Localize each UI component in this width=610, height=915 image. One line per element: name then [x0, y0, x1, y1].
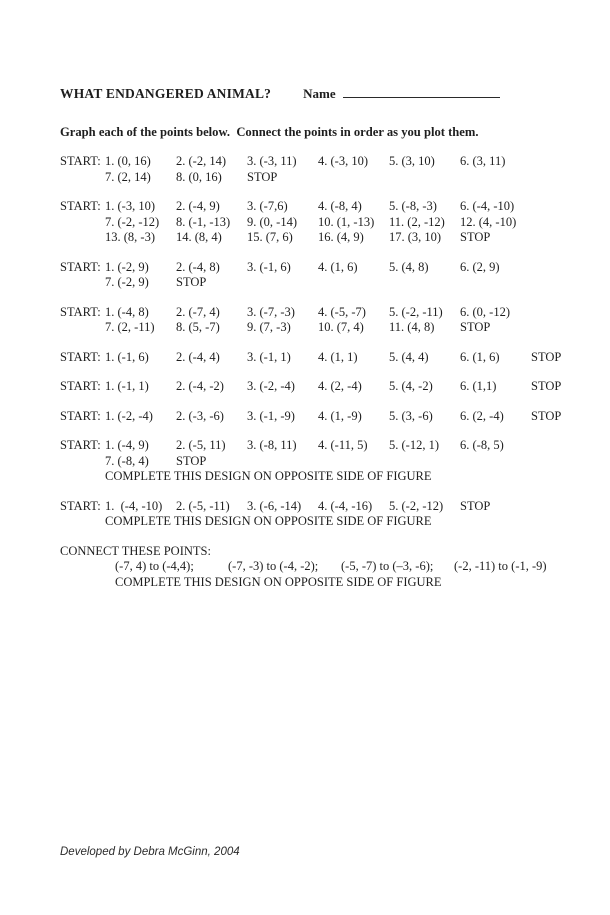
point-line: [105, 170, 565, 186]
point-line: [105, 409, 565, 425]
section-body: [105, 199, 565, 246]
point-item: 3. (-7,6): [247, 199, 288, 213]
point-item: 1. (-4, 8): [105, 304, 149, 319]
point-item: (-7, 4) to (-4,4);: [115, 559, 194, 573]
point-item: 4. (-11, 5): [318, 438, 368, 452]
section-body: [105, 305, 565, 336]
section-note: COMPLETE THIS DESIGN ON OPPOSITE SIDE OF FIGURE: [105, 514, 432, 528]
point-item: (-5, -7) to (–3, -6);: [341, 559, 434, 573]
point-line: [105, 260, 565, 276]
section-body: [105, 260, 565, 291]
point-item: 2. (-3, -6): [176, 408, 224, 423]
point-section: [60, 350, 565, 366]
section-body: [105, 379, 565, 395]
point-line: [105, 320, 565, 336]
point-item: 5. (4, -2): [389, 379, 433, 393]
point-item: 4. (-8, 4): [318, 199, 362, 213]
point-section: [60, 260, 565, 291]
point-item: 5. (3, -6): [389, 408, 433, 423]
point-item: 5. (-2, -12): [389, 498, 444, 513]
section-body: [105, 438, 565, 485]
point-item: 6. (3, 11): [460, 154, 506, 168]
point-item: 7. (-2, -12): [105, 214, 160, 229]
section-body: [105, 499, 565, 530]
point-item: 2. (-2, 14): [176, 154, 226, 168]
name-label: Name: [303, 86, 336, 101]
header: [60, 84, 565, 102]
point-line: [115, 559, 565, 575]
point-item: 1. (-3, 10): [105, 199, 155, 213]
point-item: 5. (4, 4): [389, 349, 429, 364]
point-section: [60, 379, 565, 395]
stop-marker: STOP: [460, 498, 491, 513]
stop-marker: STOP: [531, 349, 562, 364]
point-item: 3. (-3, 11): [247, 154, 297, 168]
point-item: 17. (3, 10): [389, 230, 442, 244]
stop-marker: STOP: [531, 379, 562, 393]
point-item: 10. (7, 4): [318, 320, 364, 334]
page-title: WHAT ENDANGERED ANIMAL?: [60, 86, 272, 101]
point-item: 6. (2, -4): [460, 408, 504, 423]
point-line: [105, 199, 565, 215]
point-item: 6. (1, 6): [460, 349, 500, 364]
point-item: 8. (-1, -13): [176, 214, 231, 229]
point-line: [105, 230, 565, 246]
point-section: [60, 499, 565, 530]
section-label: START:: [60, 408, 101, 423]
point-item: 16. (4, 9): [318, 230, 364, 244]
point-item: 2. (-4, 9): [176, 199, 220, 213]
stop-marker: STOP: [176, 453, 207, 468]
point-item: 5. (-12, 1): [389, 438, 439, 452]
point-item: 1. (-1, 1): [105, 379, 149, 393]
point-item: 1. (-4, -10): [105, 498, 163, 513]
stop-marker: STOP: [460, 230, 491, 244]
point-section: [60, 409, 565, 425]
point-line: [105, 438, 565, 454]
point-item: 6. (0, -12): [460, 304, 510, 319]
section-label: START:: [60, 259, 101, 274]
point-item: 5. (-8, -3): [389, 199, 437, 213]
point-item: 6. (1,1): [460, 379, 497, 393]
section-body: [115, 559, 565, 590]
point-item: 9. (0, -14): [247, 214, 297, 229]
point-item: 3. (-1, 1): [247, 349, 291, 364]
point-item: 12. (4, -10): [460, 214, 517, 229]
point-item: 4. (-4, -16): [318, 498, 373, 513]
point-item: 6. (-8, 5): [460, 438, 504, 452]
point-item: 2. (-5, 11): [176, 438, 226, 452]
section-label: CONNECT THESE POINTS:: [60, 543, 211, 558]
point-item: 7. (2, -11): [105, 320, 155, 334]
point-item: 10. (1, -13): [318, 214, 375, 229]
section-body: [105, 350, 565, 366]
point-item: 1. (0, 16): [105, 154, 151, 168]
point-item: 9. (7, -3): [247, 320, 291, 334]
section-body: [105, 154, 565, 185]
section-label: START:: [60, 304, 101, 319]
point-item: 5. (4, 8): [389, 259, 429, 274]
section-label: START:: [60, 438, 101, 452]
point-item: 4. (-5, -7): [318, 304, 366, 319]
sections: [60, 154, 565, 590]
point-item: 5. (3, 10): [389, 154, 435, 168]
point-item: 2. (-7, 4): [176, 304, 220, 319]
section-label: START:: [60, 154, 101, 168]
stop-marker: STOP: [247, 169, 278, 184]
point-line: [105, 305, 565, 321]
point-item: 3. (-2, -4): [247, 379, 295, 393]
point-item: 4. (2, -4): [318, 379, 362, 393]
point-item: 7. (-8, 4): [105, 453, 149, 468]
point-item: (-2, -11) to (-1, -9): [454, 559, 547, 573]
point-item: 1. (-2, -4): [105, 408, 153, 423]
section-label: START:: [60, 349, 101, 364]
point-line: [105, 454, 565, 470]
point-item: 11. (4, 8): [389, 320, 435, 334]
worksheet-content: [60, 84, 565, 590]
point-item: 14. (8, 4): [176, 230, 222, 244]
point-item: 2. (-5, -11): [176, 498, 230, 513]
point-line: [105, 275, 565, 291]
point-item: 2. (-4, 4): [176, 349, 220, 364]
point-section: [60, 544, 565, 591]
section-label: START:: [60, 379, 101, 393]
stop-marker: STOP: [531, 408, 562, 423]
point-item: 8. (0, 16): [176, 169, 222, 184]
point-item: 3. (-1, 6): [247, 259, 291, 274]
point-item: 1. (-1, 6): [105, 349, 149, 364]
instruction-text: Graph each of the points below. Connect the points in order as you plot them.: [60, 124, 479, 139]
point-item: 1. (-2, 9): [105, 259, 149, 274]
point-line: [105, 215, 565, 231]
name-field: [303, 84, 500, 102]
point-item: 6. (2, 9): [460, 259, 500, 274]
point-item: 7. (2, 14): [105, 169, 151, 184]
point-section: [60, 438, 565, 485]
point-line: [105, 154, 565, 170]
footer-credit: Developed by Debra McGinn, 2004: [60, 846, 240, 858]
point-section: [60, 305, 565, 336]
point-item: 2. (-4, -2): [176, 379, 224, 393]
stop-marker: STOP: [176, 275, 207, 289]
section-note: COMPLETE THIS DESIGN ON OPPOSITE SIDE OF FIGURE: [115, 574, 442, 589]
point-line: [105, 379, 565, 395]
section-note: COMPLETE THIS DESIGN ON OPPOSITE SIDE OF FIGURE: [105, 469, 432, 483]
point-item: 5. (-2, -11): [389, 304, 443, 319]
point-item: 4. (1, 6): [318, 259, 358, 274]
point-line: [105, 499, 565, 515]
point-line: [105, 350, 565, 366]
name-blank-line: [343, 84, 500, 98]
point-item: 11. (2, -12): [389, 214, 445, 229]
point-item: 2. (-4, 8): [176, 259, 220, 274]
section-body: [105, 409, 565, 425]
point-item: (-7, -3) to (-4, -2);: [228, 559, 319, 573]
point-item: 3. (-7, -3): [247, 304, 295, 319]
point-section: [60, 154, 565, 185]
section-label: START:: [60, 498, 101, 513]
point-item: 4. (1, -9): [318, 408, 362, 423]
point-item: 15. (7, 6): [247, 230, 293, 244]
point-item: 4. (-3, 10): [318, 154, 368, 168]
point-item: 3. (-8, 11): [247, 438, 297, 452]
point-item: 8. (5, -7): [176, 320, 220, 334]
point-item: 4. (1, 1): [318, 349, 358, 364]
point-item: 6. (-4, -10): [460, 199, 515, 213]
point-section: [60, 199, 565, 246]
point-item: 13. (8, -3): [105, 230, 155, 244]
point-item: 3. (-1, -9): [247, 408, 295, 423]
stop-marker: STOP: [460, 320, 491, 334]
section-label: START:: [60, 199, 101, 213]
point-item: 1. (-4, 9): [105, 438, 149, 452]
point-item: 3. (-6, -14): [247, 498, 302, 513]
point-item: 7. (-2, 9): [105, 275, 149, 289]
